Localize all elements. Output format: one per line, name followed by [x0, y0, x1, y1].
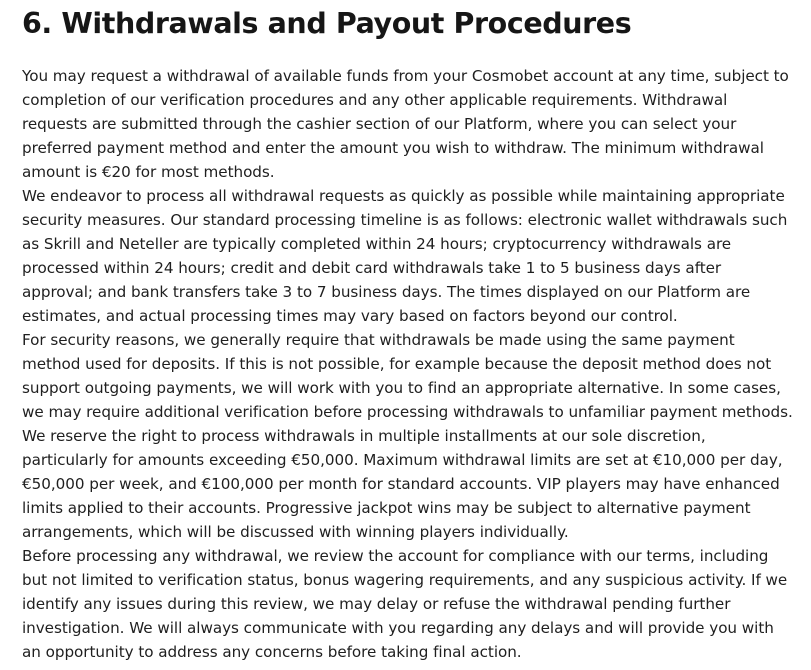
paragraph-withdrawal-requests: You may request a withdrawal of available funds from your Cosmobet account at any time, subject to completion of our verification procedures and any other applicable requirements. Withdrawal requests are submitted through the cashier section of our Platform, where you can select your preferred payment method and enter the amount you wish to withdraw. The minimum withdrawal amount is €20 for most methods.	[22, 67, 789, 181]
paragraph-compliance-review: Before processing any withdrawal, we review the account for compliance with our terms, including but not limited to verification status, bonus wagering requirements, and any suspicious activity. If we identify any issues during this review, we may delay or refuse the withdrawal pending further investigation. We will always communicate with you regarding any delays and will provide you with an opportunity to address any concerns before taking final action.	[22, 547, 788, 661]
section-body	[22, 64, 793, 664]
paragraph-withdrawal-limits: We reserve the right to process withdrawals in multiple installments at our sole discretion, particularly for amounts exceeding €50,000. Maximum withdrawal limits are set at €10,000 per day, €50,000 per week, and €100,000 per month for standard accounts. VIP players may have enhanced limits applied to their accounts. Progressive jackpot wins may be subject to alternative payment arrangements, which will be discussed with winning players individually.	[22, 427, 783, 541]
section-title: 6. Withdrawals and Payout Procedures	[22, 7, 632, 40]
paragraph-payment-method: For security reasons, we generally require that withdrawals be made using the same payment method used for deposits. If this is not possible, for example because the deposit method does not support outgoing payments, we will work with you to find an appropriate alternative. In some cases, we may require additional verification before processing withdrawals to unfamiliar payment methods.	[22, 331, 793, 421]
paragraph-processing-timeline: We endeavor to process all withdrawal requests as quickly as possible while maintaining appropriate security measures. Our standard processing timeline is as follows: electronic wallet withdrawals such as Skrill and Neteller are typically completed within 24 hours; cryptocurrency withdrawals are processed within 24 hours; credit and debit card withdrawals take 1 to 5 business days after approval; and bank transfers take 3 to 7 business days. The times displayed on our Platform are estimates, and actual processing times may vary based on factors beyond our control.	[22, 187, 788, 325]
